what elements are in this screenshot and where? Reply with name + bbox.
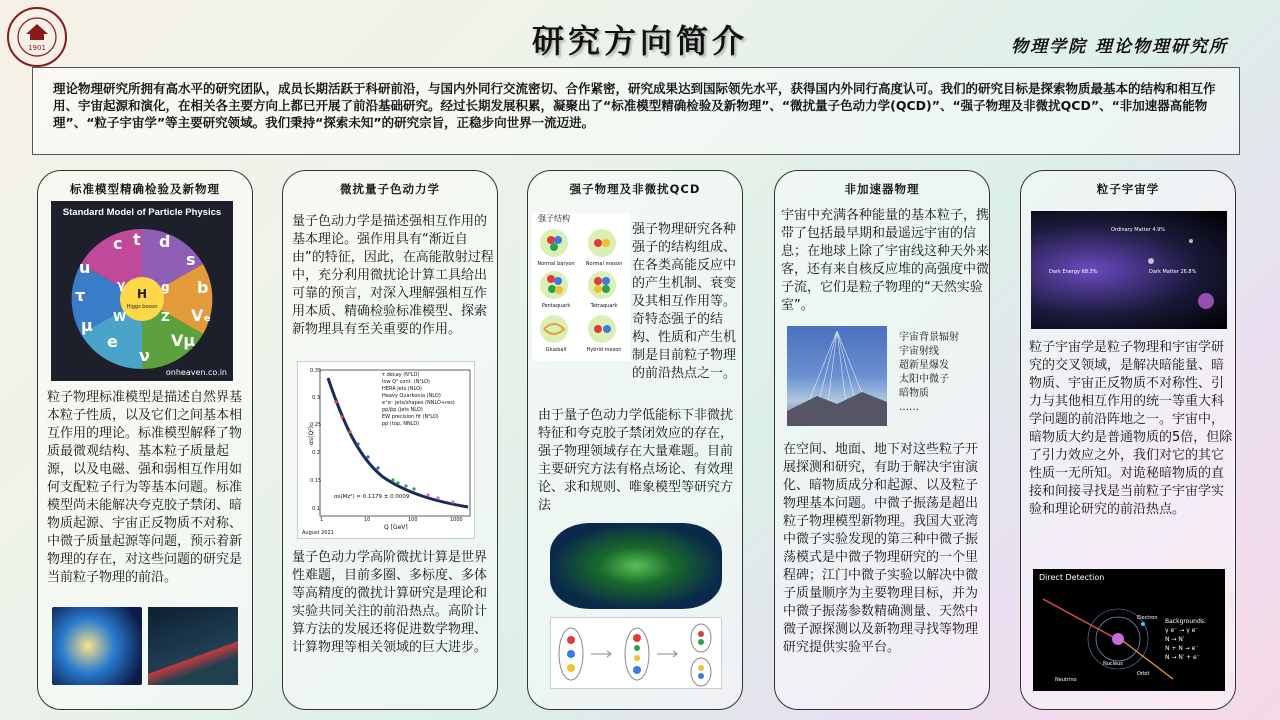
legend-entry: HERA jets (NLO)	[382, 386, 423, 392]
y-tick: 0.25	[310, 422, 322, 428]
svg-text:τ: τ	[75, 286, 86, 305]
hadron-label: Hybrid meson	[586, 347, 622, 353]
svg-text:g: g	[161, 280, 170, 294]
legend-entry: Heavy Quarkonia (NLO)	[382, 393, 441, 399]
department-name: 物理学院 理论物理研究所	[1011, 37, 1228, 57]
svg-text:s: s	[186, 250, 196, 269]
figure-credit: onheaven.co.in	[165, 368, 227, 377]
neutrino-source-list	[899, 331, 959, 415]
figure-title: 强子结构	[538, 214, 570, 223]
y-axis-label: αs(Q²)	[307, 426, 315, 445]
column-non-accelerator-physics	[774, 170, 990, 710]
svg-text:H: H	[136, 287, 148, 301]
svg-text:c: c	[113, 234, 123, 253]
svg-text:e: e	[107, 332, 118, 351]
column-title: 微扰量子色动力学	[340, 182, 440, 196]
alpha-s-running-plot	[297, 361, 475, 539]
logo-year: 1901	[28, 44, 46, 52]
hadron-label: Normal meson	[585, 261, 623, 267]
x-tick: 100	[408, 517, 418, 523]
background-item: N → N′ + e⁻	[1165, 654, 1200, 661]
svg-text:W: W	[113, 310, 127, 324]
column-title: 非加速器物理	[844, 182, 920, 196]
x-axis-label: Q [GeV]	[384, 524, 408, 531]
column-hadron-physics	[527, 170, 743, 710]
hadron-decay-diagram	[550, 617, 722, 689]
cosmic-label: Dark Matter 26.8%	[1149, 269, 1197, 275]
legend-entry: EW precision fit (N³LO)	[382, 414, 439, 420]
background-item: N → N′	[1165, 636, 1185, 643]
svg-text:Vμ: Vμ	[171, 331, 196, 350]
dd-label: Electron	[1137, 615, 1158, 621]
page-title: 研究方向简介	[531, 22, 748, 60]
particle-diagram-image	[148, 607, 238, 685]
legend-entry: pp (top, NNLO)	[382, 421, 420, 427]
source-item: 暗物质	[899, 388, 929, 399]
svg-text:Higgs boson: Higgs boson	[126, 304, 158, 310]
column-particle-cosmology	[1020, 170, 1236, 710]
background-item: N + N → e⁻	[1165, 645, 1199, 652]
column-title: 强子物理及非微扰QCD	[569, 182, 701, 196]
svg-text:t: t	[133, 230, 141, 249]
column-standard-model	[37, 170, 253, 710]
svg-text:μ: μ	[81, 316, 93, 335]
column-perturbative-qcd	[282, 170, 498, 710]
hadron-label: Tetraquark	[590, 303, 618, 309]
hadron-label: Pentaquark	[541, 303, 571, 309]
dd-label: Nucleus	[1103, 661, 1123, 667]
svg-text:b: b	[197, 278, 209, 297]
source-item: ……	[899, 402, 919, 413]
backgrounds-label: Backgrounds:	[1165, 618, 1206, 625]
intro-paragraph: 理论物理研究所拥有高水平的研究团队，成员长期活跃于科研前沿，与国内外同行交流密切、合作紧密，研究成果达到国际领先水平，获得国内外同行高度认可。我们的研究目标是探索物质最基本的结构和相互作用、宇宙起源和演化，在相关各主要方向上都已开展了前沿基础研究。经过长期发展积累，凝聚出了“标准模型精确检验及新物理”、“微扰量子色动力学(QCD)”、“强子物理及非微扰QCD”、“非加速器高能物理”、“粒子宇宙学”等主要研究领域。我们秉持“探索未知”的研究宗旨，正稳步向世界一流迈进。	[32, 67, 1240, 155]
svg-text:u: u	[79, 258, 91, 277]
dd-label: Orbit	[1137, 671, 1150, 677]
x-tick: 1	[320, 517, 324, 523]
svg-text:ν: ν	[139, 346, 150, 365]
direct-detection-figure	[1033, 569, 1225, 691]
collision-event-image	[550, 523, 722, 609]
column-title: 粒子宇宙学	[1096, 182, 1160, 196]
pqcd-text-2: 量子色动力学高阶微扰计算是世界性难题，目前多圈、多标度、多体等高精度的微扰计算研究是理论和实验共同关注的前沿热点。高阶计算方法的发展还将促进数学物理、计算物理等相关领域的巨大进步。	[292, 550, 488, 655]
source-item: 宇宙射线	[899, 346, 939, 357]
svg-text:d: d	[159, 232, 171, 251]
standard-model-text: 粒子物理标准模型是描述自然界基本粒子性质，以及它们之间基本相互作用的理论。标准模型解释了物质最微观结构、基本粒子质量起源，以及电磁、强和弱相互作用如何支配粒子行为等基本问题。标准模型尚未能解决夸克胶子禁闭、暗物质起源、宇宙正反物质不对称、中微子质量起源等问题，预示着新物理的存在，对这些问题的研究是当前粒子物理的前沿。	[47, 390, 243, 585]
background-item: γ e⁻ → γ e⁻	[1165, 627, 1199, 634]
non-accelerator-text-1: 宇宙中充满各种能量的基本粒子，携带了包括最早期和最遥远宇宙的信息；在地球上除了宇宙线这种天外来客，还有来自核反应堆的高强度中微子流，它们是粒子物理的“天然实验室”。	[781, 208, 990, 313]
legend-entry: pp/p̄p (jets NLO)	[382, 407, 423, 413]
svg-text:Vₑ: Vₑ	[191, 306, 212, 325]
hadron-label: Glueball	[545, 347, 567, 353]
hadron-text-1: 强子物理研究各种强子的结构组成、在各类高能反应中的产生机制、衰变及其相互作用等。奇特态强子的结构、性质和产生机制是目前粒子物理的前沿热点之一。	[632, 222, 737, 381]
standard-model-figure	[51, 201, 233, 381]
y-tick: 0.3	[312, 395, 320, 401]
column-title: 标准模型精确检验及新物理	[70, 182, 220, 196]
hadron-label: Normal baryon	[537, 261, 575, 267]
pqcd-text-1: 量子色动力学是描述强相互作用的基本理论。强作用具有“渐近自由”的特征，因此，在高能散射过程中，充分利用微扰论计算工具给出可靠的预言，对深入理解强相互作用本质、精确检验标准模型、探索新物理具有至关重要的作用。	[292, 214, 494, 337]
legend-entry: τ decay (N³LO)	[382, 372, 420, 378]
particle-cosmology-text: 粒子宇宙学是粒子物理和宇宙学研究的交叉领域，是解决暗能量、暗物质、宇宙正反物质不对称性、引力与其他相互作用的统一等重大科学问题的前沿阵地之一。宇宙中，暗物质大约是普通物质的5倍，但除了引力效应之外，我们对它的其它性质一无所知。对诡秘暗物质的直接和间接寻找是当前粒子宇宙学实验和理论研究的前沿热点。	[1029, 340, 1233, 517]
legend-entry: e⁺e⁻ jets/shapes (NNLO+res)	[382, 400, 455, 406]
dd-label: Neutrino	[1055, 677, 1077, 683]
particle-wheel	[51, 221, 233, 381]
x-tick: 1000	[450, 517, 463, 523]
backgrounds-list	[1165, 617, 1206, 662]
collider-event-image	[52, 607, 142, 685]
dark-matter-universe-image	[1031, 211, 1227, 329]
cosmic-label: Ordinary Matter 4.9%	[1111, 227, 1166, 233]
legend-entry: low Q² cont. (N³LO)	[382, 379, 430, 385]
x-tick: 10	[364, 517, 371, 523]
non-accelerator-text-2: 在空间、地面、地下对这些粒子开展探测和研究，有助于解决宇宙演化、暗物质成分和起源、以及粒子物理基本问题。中微子振荡是超出粒子物理模型新物理。我国大亚湾中微子实验发现的第三种中微子振荡模式是中微子物理研究的一个里程碑；江门中微子实验以解决中微子质量顺序为主要物理目标，并为中微子振荡参数精确测量、天然中微子源探测以及新物理寻找等物理研究提供实验平台。	[783, 442, 979, 655]
fit-label: αs(Mz²) = 0.1179 ± 0.0009	[334, 494, 410, 500]
plot-legend	[382, 372, 472, 428]
source-item: 超新星爆发	[899, 360, 949, 371]
svg-text:Z: Z	[161, 310, 170, 324]
cosmic-ray-image	[787, 326, 887, 426]
hadron-structure-figure	[532, 213, 630, 361]
svg-text:γ: γ	[117, 278, 126, 292]
source-item: 太阳中微子	[899, 374, 949, 385]
figure-title: Direct Detection	[1039, 573, 1105, 582]
plot-date: August 2021	[302, 530, 334, 536]
y-tick: 0.1	[312, 506, 320, 512]
figure-title: Standard Model of Particle Physics	[62, 207, 222, 218]
cosmic-label: Dark Energy 68.3%	[1049, 269, 1098, 275]
source-item: 宇宙背景辐射	[899, 332, 959, 343]
hadron-text-2: 由于量子色动力学低能标下非微扰特征和夸克胶子禁闭效应的存在，强子物理领域存在大量难题。目前主要研究方法有格点场论、有效理论、求和规则、唯象模型等研究方法	[538, 408, 734, 513]
y-tick: 0.15	[310, 478, 322, 484]
y-tick: 0.35	[310, 368, 322, 374]
y-tick: 0.2	[312, 450, 320, 456]
